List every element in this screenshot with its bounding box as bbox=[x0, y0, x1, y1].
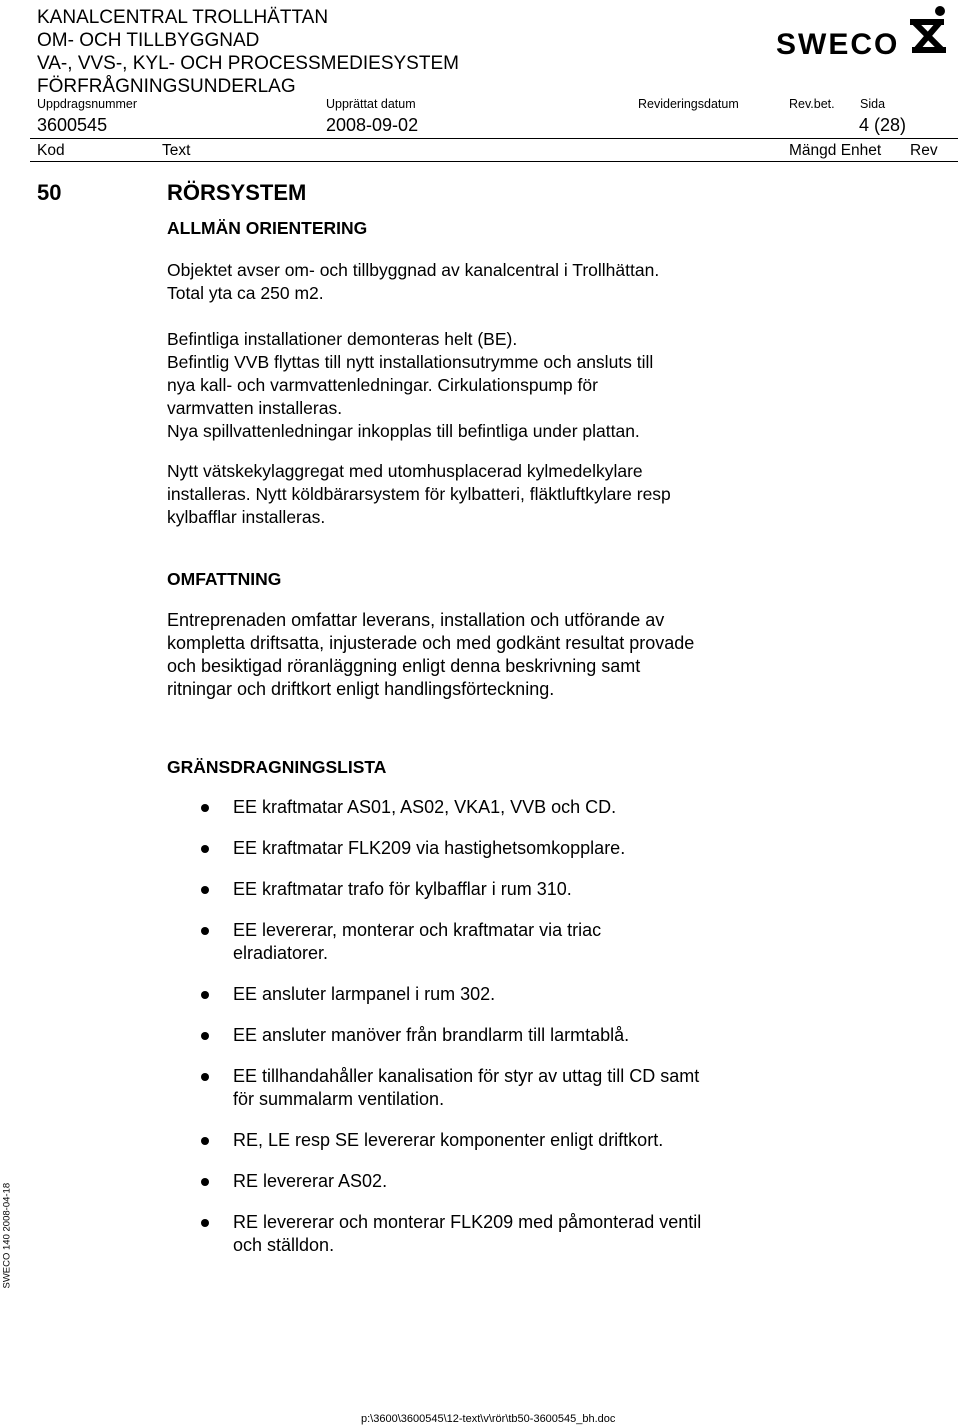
footer-file-path: p:\3600\3600545\12-text\v\rör\tb50-3600545_bh.doc bbox=[361, 1413, 616, 1425]
list-item bbox=[167, 796, 887, 819]
list-item bbox=[167, 1211, 887, 1257]
list-item-text: EE kraftmatar trafo för kylbafflar i rum 310. bbox=[233, 879, 572, 899]
page-label: Sida bbox=[860, 97, 886, 111]
sweco-dot-icon bbox=[935, 6, 945, 16]
list-item bbox=[167, 1170, 887, 1193]
text-line: och besiktigad röranläggning enligt denna beskrivning samt bbox=[167, 656, 641, 676]
list-item bbox=[167, 1024, 887, 1047]
text-line: installeras. Nytt köldbärarsystem för kylbatteri, fläktluftkylare resp bbox=[167, 484, 671, 504]
created-date-value: 2008-09-02 bbox=[326, 115, 419, 135]
list-item bbox=[167, 919, 887, 965]
orientation-paragraph-2 bbox=[167, 328, 867, 443]
text-line: kompletta driftsatta, injusterade och med godkänt resultat provade bbox=[167, 633, 695, 653]
list-item bbox=[167, 1129, 887, 1152]
page-number-value: 4 (28) bbox=[859, 115, 907, 135]
list-item-text: RE levererar AS02. bbox=[233, 1171, 388, 1191]
list-item-text: EE kraftmatar FLK209 via hastighetsomkopplare. bbox=[233, 838, 626, 858]
column-header-rev: Rev bbox=[910, 142, 938, 159]
list-item bbox=[167, 1065, 887, 1111]
scope-paragraph bbox=[167, 609, 867, 701]
orientation-paragraph-3 bbox=[167, 460, 867, 529]
sweco-logo-mark bbox=[776, 4, 956, 60]
column-header-code: Kod bbox=[37, 142, 65, 159]
text-line: Nytt vätskekylaggregat med utomhusplacerad kylmedelkylare bbox=[167, 461, 643, 481]
boundary-list bbox=[167, 796, 887, 1257]
list-item-text: EE kraftmatar AS01, AS02, VKA1, VVB och CD. bbox=[233, 797, 617, 817]
text-line: Total yta ca 250 m2. bbox=[167, 283, 324, 303]
bullet-icon bbox=[201, 1073, 209, 1081]
header-title-line-3: VA-, VVS-, KYL- OCH PROCESSMEDIESYSTEM bbox=[37, 53, 459, 74]
scope-heading: OMFATTNING bbox=[167, 569, 282, 589]
text-line: Nya spillvattenledningar inkopplas till befintliga under plattan. bbox=[167, 421, 640, 441]
list-item-text: EE levererar, monterar och kraftmatar via triac bbox=[233, 920, 602, 940]
text-line: ritningar och driftkort enligt handlingsförteckning. bbox=[167, 679, 555, 699]
list-item-text: RE, LE resp SE levererar komponenter enligt driftkort. bbox=[233, 1130, 664, 1150]
sweco-logo bbox=[776, 4, 956, 60]
text-line: Objektet avser om- och tillbyggnad av kanalcentral i Trollhättan. bbox=[167, 260, 660, 280]
list-item-text: för summalarm ventilation. bbox=[233, 1089, 445, 1109]
list-item-text: RE levererar och monterar FLK209 med påmonterad ventil bbox=[233, 1212, 702, 1232]
bullet-icon bbox=[201, 927, 209, 935]
header-title-line-1: KANALCENTRAL TROLLHÄTTAN bbox=[37, 7, 329, 28]
orientation-heading: ALLMÄN ORIENTERING bbox=[167, 218, 368, 238]
bullet-icon bbox=[201, 804, 209, 812]
logo-text: SWECO bbox=[776, 28, 900, 60]
column-header-text: Text bbox=[162, 142, 191, 159]
text-line: nya kall- och varmvattenledningar. Cirkulationspump för bbox=[167, 375, 598, 395]
template-code: SWECO 140 2008-04-18 bbox=[1, 1182, 13, 1289]
section-number: 50 bbox=[37, 180, 62, 205]
bullet-icon bbox=[201, 886, 209, 894]
order-number-value: 3600545 bbox=[37, 115, 108, 135]
section-title: RÖRSYSTEM bbox=[167, 180, 307, 205]
sweco-emblem-icon bbox=[910, 22, 946, 50]
orientation-paragraph-1 bbox=[167, 259, 867, 305]
header-title-line-4: FÖRFRÅGNINGSUNDERLAG bbox=[37, 76, 296, 97]
list-item-text: EE ansluter manöver från brandlarm till larmtablå. bbox=[233, 1025, 630, 1045]
bullet-icon bbox=[201, 1178, 209, 1186]
bullet-icon bbox=[201, 1137, 209, 1145]
bullet-icon bbox=[201, 991, 209, 999]
list-item bbox=[167, 837, 887, 860]
created-date-label: Upprättat datum bbox=[326, 97, 416, 111]
column-header-divider bbox=[30, 161, 958, 162]
header-title-line-2: OM- OCH TILLBYGGNAD bbox=[37, 30, 260, 51]
header-divider bbox=[30, 138, 958, 139]
list-item bbox=[167, 983, 887, 1006]
bullet-icon bbox=[201, 1219, 209, 1227]
order-number-label: Uppdragsnummer bbox=[37, 97, 138, 111]
text-line: Befintliga installationer demonteras helt (BE). bbox=[167, 329, 518, 349]
bullet-icon bbox=[201, 1032, 209, 1040]
list-item bbox=[167, 878, 887, 901]
column-header-quantity-unit: Mängd Enhet bbox=[789, 142, 882, 159]
list-item-text: elradiatorer. bbox=[233, 943, 329, 963]
text-line: Befintlig VVB flyttas till nytt installationsutrymme och ansluts till bbox=[167, 352, 654, 372]
bullet-icon bbox=[201, 845, 209, 853]
list-item-text: EE tillhandahåller kanalisation för styr av uttag till CD samt bbox=[233, 1066, 700, 1086]
text-line: Entreprenaden omfattar leverans, installation och utförande av bbox=[167, 610, 665, 630]
boundary-list-heading: GRÄNSDRAGNINGSLISTA bbox=[167, 757, 387, 777]
list-item-text: EE ansluter larmpanel i rum 302. bbox=[233, 984, 496, 1004]
text-line: varmvatten installeras. bbox=[167, 398, 343, 418]
revision-date-label: Revideringsdatum bbox=[638, 97, 739, 111]
list-item-text: och ställdon. bbox=[233, 1235, 335, 1255]
revision-mark-label: Rev.bet. bbox=[789, 97, 835, 111]
text-line: kylbafflar installeras. bbox=[167, 507, 326, 527]
